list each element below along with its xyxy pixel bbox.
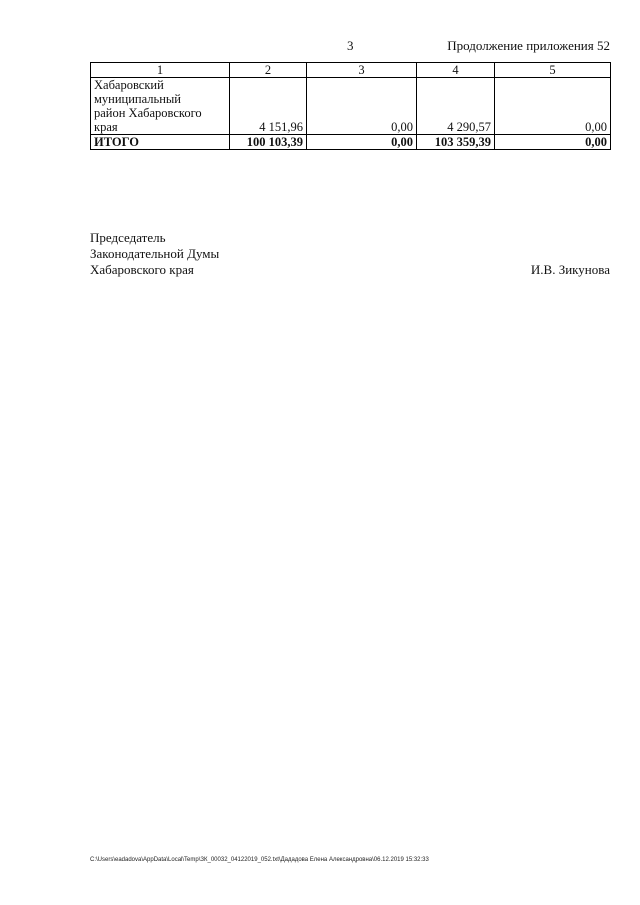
district-name-line: края xyxy=(94,120,118,134)
value-cell-col3: 0,00 xyxy=(307,78,417,135)
district-name-line: Хабаровский xyxy=(94,78,164,92)
value-cell-col4: 4 290,57 xyxy=(417,78,495,135)
district-name-cell xyxy=(91,78,230,135)
total-col2: 100 103,39 xyxy=(230,135,307,150)
signatory-title-line: Хабаровского края xyxy=(90,262,194,277)
column-header: 1 xyxy=(91,63,230,78)
signatory-name: И.В. Зикунова xyxy=(530,262,610,277)
column-header: 5 xyxy=(495,63,611,78)
value-cell-col5: 0,00 xyxy=(495,78,611,135)
column-header: 3 xyxy=(307,63,417,78)
total-row xyxy=(91,135,611,150)
signatory-title-line: Законодательной Думы xyxy=(90,246,220,261)
district-name-line: район Хабаровского xyxy=(94,106,202,120)
total-col5: 0,00 xyxy=(495,135,611,150)
district-name-line: муниципальный xyxy=(94,92,181,106)
column-header: 4 xyxy=(417,63,495,78)
signatory-title xyxy=(90,230,219,278)
footer-file-path: C:\Users\eadadova\AppData\Local\Temp\ЗК_00032_04122019_052.txt\Дададова Елена Александровна\06.12.2019 15:32:33 xyxy=(90,857,429,863)
page-number: 3 xyxy=(347,38,354,53)
table-header-row xyxy=(91,63,611,78)
table-row xyxy=(91,78,611,135)
total-label: ИТОГО xyxy=(91,135,230,150)
column-header: 2 xyxy=(230,63,307,78)
signatory-title-line: Председатель xyxy=(90,230,166,245)
value-cell-col2: 4 151,96 xyxy=(230,78,307,135)
report-table xyxy=(90,62,611,150)
total-col3: 0,00 xyxy=(307,135,417,150)
continuation-label: Продолжение приложения 52 xyxy=(447,38,610,53)
total-col4: 103 359,39 xyxy=(417,135,495,150)
